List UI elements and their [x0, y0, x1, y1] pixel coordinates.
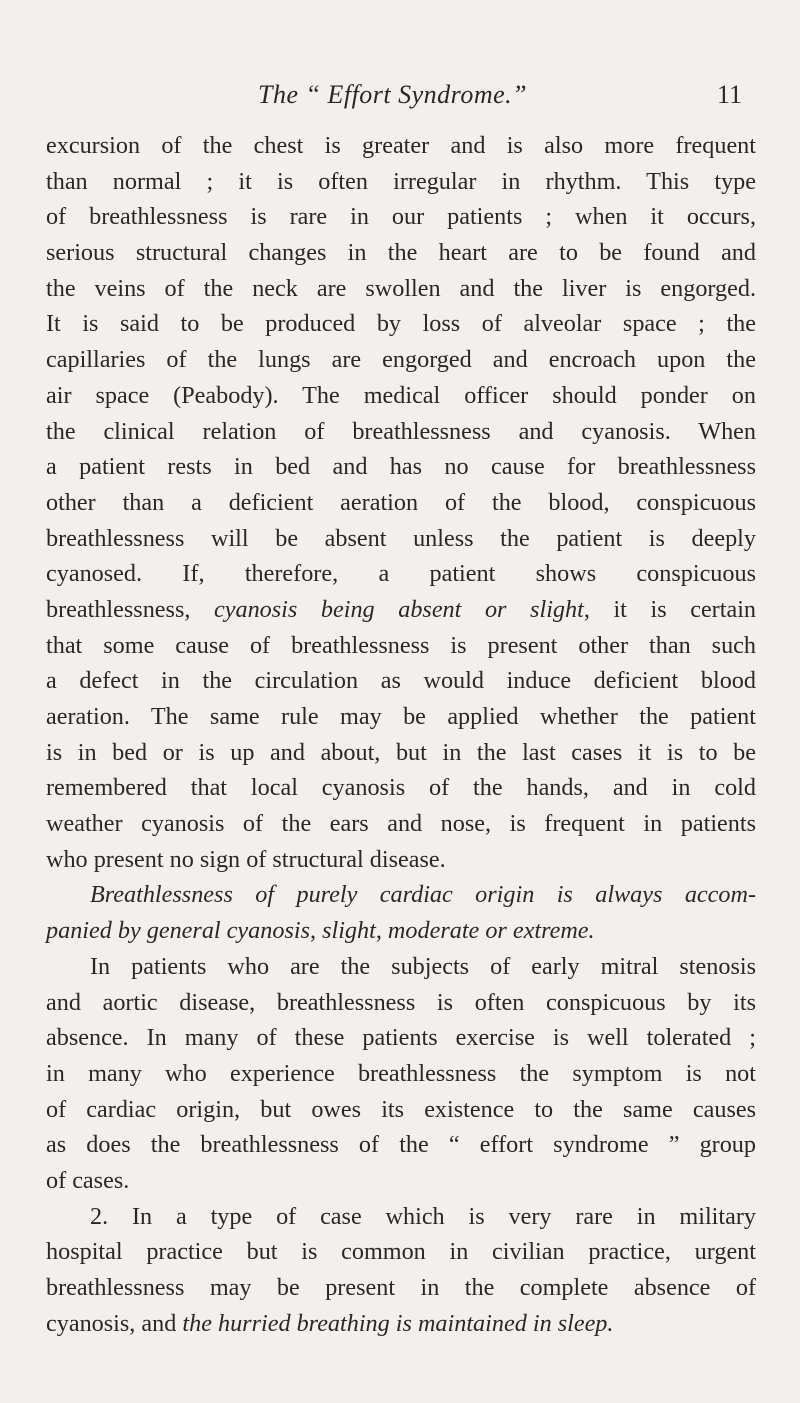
text-line	[46, 1092, 756, 1128]
text-line	[46, 628, 756, 664]
text-line	[46, 485, 756, 521]
line-text-italic: the hurried breathing is maintained in sleep.	[182, 1309, 614, 1337]
line-text: who present no sign of structural disease.	[46, 845, 446, 873]
line-text: weather cyanosis of the ears and nose, is frequent in patients	[46, 810, 756, 838]
line-text: air space (Peabody). The medical officer should ponder on	[46, 381, 756, 409]
text-line	[46, 1127, 756, 1163]
line-text-italic: cyanosis being absent or slight	[214, 595, 584, 623]
text-line	[46, 877, 756, 913]
text-line	[46, 1306, 756, 1342]
line-text-pre: cyanosis, and	[46, 1309, 183, 1337]
line-text: capillaries of the lungs are engorged and encroach upon the	[46, 346, 756, 374]
line-text: and aortic disease, breathlessness is often conspicuous by its	[46, 988, 756, 1016]
text-line	[46, 128, 756, 164]
text-line	[46, 735, 756, 771]
line-text: breathlessness may be present in the complete absence of	[46, 1274, 756, 1301]
line-text: is in bed or is up and about, but in the last cases it is to be	[46, 738, 756, 766]
text-line	[46, 199, 756, 235]
text-line	[46, 770, 756, 806]
line-text: the veins of the neck are swollen and the liver is engorged.	[46, 274, 756, 302]
line-text: It is said to be produced by loss of alveolar space ; the	[46, 310, 756, 338]
line-text: serious structural changes in the heart are to be found and	[46, 239, 756, 267]
text-line	[46, 306, 756, 342]
text-line	[46, 342, 756, 378]
line-text: hospital practice but is common in civilian practice, urgent	[46, 1238, 756, 1266]
line-text: In patients who are the subjects of early mitral stenosis	[90, 952, 756, 980]
text-line	[46, 842, 756, 878]
running-head	[0, 80, 800, 114]
text-line	[46, 414, 756, 450]
text-line	[46, 271, 756, 307]
text-line	[46, 985, 756, 1021]
text-line	[46, 1020, 756, 1056]
line-text: other than a deficient aeration of the blood, conspicuous	[46, 488, 756, 516]
line-text: than normal ; it is often irregular in rhythm. This type	[46, 167, 756, 195]
text-line	[46, 449, 756, 485]
line-text: breathlessness will be absent unless the patient is deeply	[46, 524, 756, 552]
line-text: aeration. The same rule may be applied whether the patient	[46, 703, 756, 730]
line-text: of breathlessness is rare in our patients ; when it occurs,	[46, 203, 756, 231]
text-line	[46, 164, 756, 200]
text-line	[46, 556, 756, 592]
line-text: in many who experience breathlessness the symptom is not	[46, 1059, 756, 1087]
line-text: 2. In a type of case which is very rare in military	[90, 1202, 756, 1230]
line-text: the clinical relation of breathlessness and cyanosis. When	[46, 417, 756, 445]
text-line	[46, 806, 756, 842]
text-line	[46, 663, 756, 699]
line-text-post: , it is certain	[583, 595, 757, 623]
text-line	[46, 1270, 756, 1306]
text-line	[46, 1056, 756, 1092]
text-line	[46, 1199, 756, 1235]
text-line	[46, 949, 756, 985]
running-title: The “ Effort Syndrome.”	[258, 80, 528, 109]
text-line	[46, 592, 756, 628]
line-text: remembered that local cyanosis of the hands, and in cold	[46, 774, 756, 802]
line-text: of cardiac origin, but owes its existence to the same causes	[46, 1095, 756, 1123]
line-text-pre: breathlessness,	[46, 595, 215, 623]
page-number: 11	[716, 80, 742, 109]
line-text: a patient rests in bed and has no cause for breathlessness	[46, 453, 756, 481]
text-line	[46, 521, 756, 557]
line-text: absence. In many of these patients exercise is well tolerated ;	[46, 1024, 756, 1052]
text-line	[46, 913, 756, 949]
line-text: of cases.	[46, 1166, 130, 1194]
line-text: as does the breathlessness of the “ effort syndrome ” group	[46, 1131, 756, 1159]
text-line	[46, 699, 756, 735]
text-line	[46, 235, 756, 271]
text-line	[46, 378, 756, 414]
text-line	[46, 1234, 756, 1270]
italic-line-text: panied by general cyanosis, slight, moderate or extreme.	[46, 917, 595, 945]
italic-line-text: Breathlessness of purely cardiac origin is always accom-	[90, 881, 756, 909]
line-text: cyanosed. If, therefore, a patient shows conspicuous	[46, 560, 756, 588]
body-text	[46, 128, 756, 1341]
line-text: that some cause of breathlessness is present other than such	[46, 631, 756, 659]
line-text: a defect in the circulation as would induce deficient blood	[46, 667, 756, 695]
line-text: excursion of the chest is greater and is also more frequent	[46, 132, 756, 159]
text-line	[46, 1163, 756, 1199]
